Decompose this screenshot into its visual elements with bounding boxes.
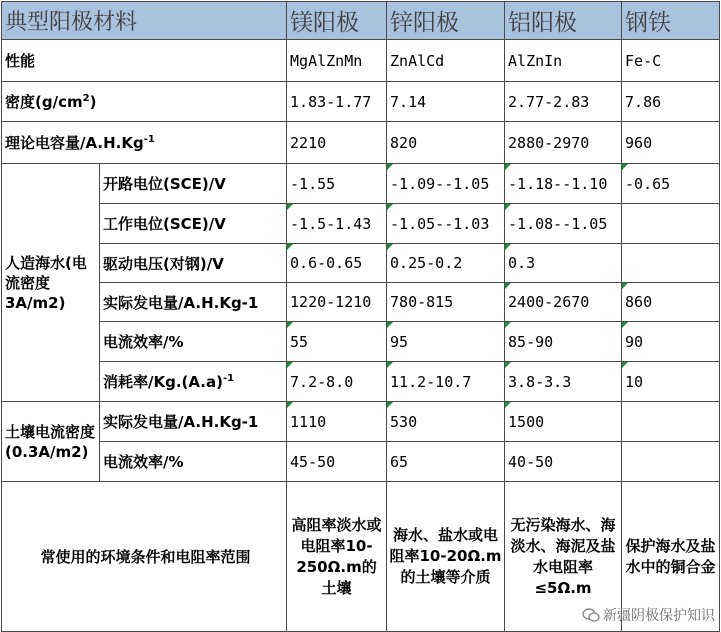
row-label: 理论电容量$/A.H.Kg^{-1}$ bbox=[2, 122, 287, 164]
cell: 0.3 bbox=[505, 244, 622, 283]
cell: 65 bbox=[387, 442, 505, 482]
cell: 1.83-1.77 bbox=[287, 82, 387, 122]
group-label-seawater: 人造海水(电流密度3A/m2) bbox=[2, 164, 100, 402]
table-row bbox=[2, 244, 720, 283]
cell: 40-50 bbox=[505, 442, 622, 482]
cell: 95 bbox=[387, 322, 505, 362]
comment-marker bbox=[387, 204, 393, 210]
cell: -0.65 bbox=[622, 164, 720, 204]
cell bbox=[622, 204, 720, 244]
cell: 530 bbox=[387, 402, 505, 442]
comment-marker bbox=[622, 164, 628, 170]
row-label: 驱动电压(对钢)/V bbox=[100, 244, 287, 283]
cell: 55 bbox=[287, 322, 387, 362]
comment-marker bbox=[287, 402, 293, 408]
cell: 2400-2670 bbox=[505, 283, 622, 322]
cell: 2880-2970 bbox=[505, 122, 622, 164]
comment-marker bbox=[505, 164, 511, 170]
header-row bbox=[2, 2, 720, 40]
cell: 11.2-10.7 bbox=[387, 362, 505, 402]
row-label: 电流效率/% bbox=[100, 322, 287, 362]
env-cell: 高阻率淡水或电阻率10-250Ω.m的土壤 bbox=[287, 482, 387, 632]
comment-marker bbox=[287, 322, 293, 328]
cell: 7.86 bbox=[622, 82, 720, 122]
header-zn: 锌阳极 bbox=[387, 2, 505, 40]
cell: 85-90 bbox=[505, 322, 622, 362]
cell: 7.2-8.0 bbox=[287, 362, 387, 402]
cell: -1.5-1.43 bbox=[287, 204, 387, 244]
comment-marker bbox=[387, 322, 393, 328]
cell: -1.09--1.05 bbox=[387, 164, 505, 204]
cell: -1.55 bbox=[287, 164, 387, 204]
comment-marker bbox=[505, 322, 511, 328]
comment-marker bbox=[505, 402, 511, 408]
cell: 960 bbox=[622, 122, 720, 164]
cell: 820 bbox=[387, 122, 505, 164]
header-mg: 镁阳极 bbox=[287, 2, 387, 40]
cell: 860 bbox=[622, 283, 720, 322]
env-cell: 无污染海水、海淡水、海泥及盐水电阻率≤5Ω.m bbox=[505, 482, 622, 632]
wechat-icon bbox=[582, 608, 600, 622]
comment-marker bbox=[622, 362, 628, 368]
comment-marker bbox=[505, 204, 511, 210]
cell bbox=[622, 442, 720, 482]
comment-marker bbox=[622, 322, 628, 328]
cell bbox=[622, 402, 720, 442]
cell: 1500 bbox=[505, 402, 622, 442]
cell: 780-815 bbox=[387, 283, 505, 322]
comment-marker bbox=[505, 362, 511, 368]
cell: 0.6-0.65 bbox=[287, 244, 387, 283]
cell: -1.08--1.05 bbox=[505, 204, 622, 244]
table-row bbox=[2, 322, 720, 362]
comment-marker bbox=[387, 402, 393, 408]
row-label: 消耗率$/Kg.(A.a)^{-1}$ bbox=[100, 362, 287, 402]
header-material: 典型阳极材料 bbox=[2, 2, 287, 40]
cell: AlZnIn bbox=[505, 40, 622, 82]
watermark-text: 新疆阴极保护知识 bbox=[603, 608, 715, 624]
cell: ZnAlCd bbox=[387, 40, 505, 82]
table-row bbox=[2, 283, 720, 322]
cell: 90 bbox=[622, 322, 720, 362]
comment-marker bbox=[387, 164, 393, 170]
comment-marker bbox=[505, 244, 511, 250]
row-label: 性能 bbox=[2, 40, 287, 82]
comment-marker bbox=[505, 283, 511, 289]
row-label: 开路电位(SCE)/V bbox=[100, 164, 287, 204]
row-label: 实际发电量/A.H.Kg-1 bbox=[100, 402, 287, 442]
row-label: 工作电位(SCE)/V bbox=[100, 204, 287, 244]
cell: 1110 bbox=[287, 402, 387, 442]
cell: Fe-C bbox=[622, 40, 720, 82]
cell bbox=[622, 244, 720, 283]
comment-marker bbox=[387, 362, 393, 368]
comment-marker bbox=[287, 204, 293, 210]
header-al: 铝阳极 bbox=[505, 2, 622, 40]
cell: 1220-1210 bbox=[287, 283, 387, 322]
watermark bbox=[582, 605, 715, 625]
env-cell: 海水、盐水或电阻率10-20Ω.m的土壤等介质 bbox=[387, 482, 505, 632]
group-label-soil: 土壤电流密度(0.3A/m2) bbox=[2, 402, 100, 482]
cell: -1.18--1.10 bbox=[505, 164, 622, 204]
cell: 7.14 bbox=[387, 82, 505, 122]
table-row bbox=[2, 82, 720, 122]
table-row bbox=[2, 122, 720, 164]
cell: 2210 bbox=[287, 122, 387, 164]
header-fe: 钢铁 bbox=[622, 2, 720, 40]
cell: 2.77-2.83 bbox=[505, 82, 622, 122]
cell: 0.25-0.2 bbox=[387, 244, 505, 283]
table-row bbox=[2, 40, 720, 82]
cell: 45-50 bbox=[287, 442, 387, 482]
table-row bbox=[2, 164, 720, 204]
env-cell: 保护海水及盐水中的铜合金 bbox=[622, 482, 720, 632]
comment-marker bbox=[287, 362, 293, 368]
table-row bbox=[2, 362, 720, 402]
cell: -1.05--1.03 bbox=[387, 204, 505, 244]
row-label: 密度$(g/cm^2)$ bbox=[2, 82, 287, 122]
comment-marker bbox=[387, 244, 393, 250]
comment-marker bbox=[287, 244, 293, 250]
table-row bbox=[2, 442, 720, 482]
cell: 10 bbox=[622, 362, 720, 402]
comment-marker bbox=[622, 283, 628, 289]
environment-label: 常使用的环境条件和电阻率范围 bbox=[2, 482, 287, 632]
cell: MgAlZnMn bbox=[287, 40, 387, 82]
table-row bbox=[2, 402, 720, 442]
anode-materials-table bbox=[1, 1, 720, 632]
cell: 3.8-3.3 bbox=[505, 362, 622, 402]
row-label: 电流效率/% bbox=[100, 442, 287, 482]
row-label: 实际发电量/A.H.Kg-1 bbox=[100, 283, 287, 322]
table-row bbox=[2, 204, 720, 244]
